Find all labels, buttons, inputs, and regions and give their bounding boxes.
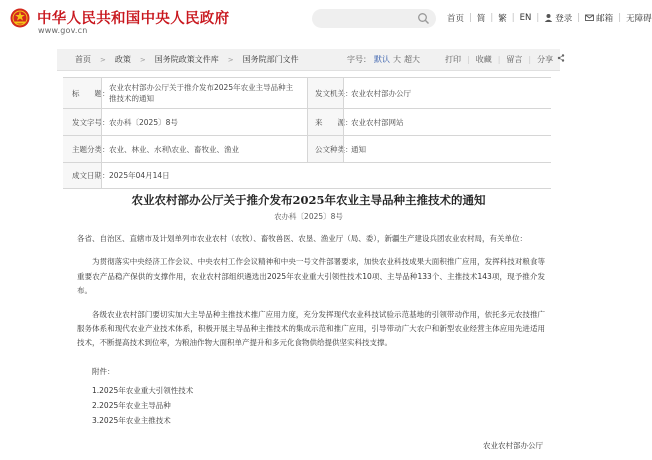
site-title[interactable]: 中华人民共和国中央人民政府 — [37, 10, 230, 27]
chevron-right-icon: > — [139, 55, 146, 64]
attachment-link[interactable]: 1.2025年农业重大引领性技术 — [92, 386, 194, 396]
font-size-control — [347, 54, 423, 65]
mail-icon — [585, 13, 594, 22]
source-label: 来 源： — [307, 109, 343, 135]
title-label: 标 题： — [63, 78, 101, 108]
print-button[interactable]: 打印 — [445, 55, 461, 64]
issuer-value: 农业农村部办公厅 — [343, 78, 551, 108]
link-traditional[interactable]: 繁 — [498, 14, 507, 24]
breadcrumb — [75, 54, 299, 65]
link-mail[interactable]: 邮箱 — [585, 12, 613, 24]
date-label: 成文日期： — [63, 163, 101, 188]
breadcrumb-home[interactable]: 首页 — [75, 55, 91, 64]
source-value: 农业农村部网站 — [343, 109, 551, 135]
attachment-link[interactable]: 3.2025年农业主推技术 — [92, 416, 171, 426]
share-button[interactable]: 分享 — [537, 54, 565, 65]
breadcrumb-policy-library[interactable]: 国务院政策文件库 — [154, 55, 219, 64]
share-icon — [557, 54, 565, 62]
link-home[interactable]: 首页 — [447, 14, 465, 24]
link-simplified[interactable]: 简 — [476, 14, 486, 24]
search-icon[interactable] — [417, 12, 430, 25]
info-row-date — [63, 163, 551, 189]
doc-no-label: 发文字号： — [63, 109, 101, 135]
breadcrumb-policy[interactable]: 政策 — [114, 55, 131, 64]
font-size-label: 字号： — [347, 55, 371, 64]
breadcrumb-department-docs[interactable]: 国务院部门文件 — [242, 55, 299, 64]
font-size-default[interactable]: 默认 — [374, 55, 390, 64]
font-size-xlarge[interactable]: 超大 — [404, 55, 420, 64]
chevron-right-icon: > — [100, 55, 106, 64]
paragraph: 为贯彻落实中央经济工作会议、中央农村工作会议精神和中央一号文件部署要求，加快农业科技成果大面积推广应用，发挥科技对粮食等重要农产品稳产保供的支撑作用，农业农村部组织遴选出2025年农业重大引领性技术10项、主导品种133个、主推技术143项，现予推介发布。 — [77, 257, 545, 296]
salutation: 各省、自治区、直辖市及计划单列市农业农村（农牧）、畜牧兽医、农垦、渔业厅（局、委），新疆生产建设兵团农业农村局，有关单位： — [77, 234, 527, 243]
chevron-right-icon: > — [227, 55, 234, 64]
date-value: 2025年04月14日 — [101, 163, 551, 188]
doc-type-label: 公文种类： — [307, 136, 343, 162]
issuer-label: 发文机关： — [307, 78, 343, 108]
info-row-doc-no — [63, 109, 551, 136]
attachments — [77, 365, 545, 428]
topic-value: 农业、林业、水利\农业、畜牧业、渔业 — [101, 136, 307, 162]
info-row-title — [63, 78, 551, 109]
article-tools: 打印 | 收藏 | 留言 | 分享 — [445, 54, 565, 65]
title-value: 农业农村部办公厅关于推介发布2025年农业主导品种主推技术的通知 — [101, 78, 307, 108]
info-row-topic — [63, 136, 551, 163]
link-login[interactable]: 登录 — [544, 12, 572, 24]
topic-label: 主题分类： — [63, 136, 101, 162]
link-accessibility[interactable]: 无障碍 — [626, 14, 652, 24]
link-english[interactable]: EN — [519, 13, 532, 23]
site-url: www.gov.cn — [38, 26, 88, 35]
doc-type-value: 通知 — [343, 136, 551, 162]
paragraph: 各级农业农村部门要切实加大主导品种主推技术推广应用力度，充分发挥现代农业科技试验示范基地的引领带动作用，依托多元农技推广服务体系和现代农业产业技术体系，积极开展主导品种主推技术的集成示范和推广应用，引导带动广大农户和新型农业经营主体应用先进适用技术，不断提高技术到位率，为粮油作物大面积单产提升和多元化食物供给提供坚实科技支撑。 — [77, 309, 545, 348]
site-header — [0, 0, 652, 44]
favorite-button[interactable]: 收藏 — [475, 55, 492, 64]
signature: 农业农村部办公厅 — [483, 441, 543, 450]
attachments-title: 附件： — [92, 366, 115, 376]
article-body — [77, 232, 545, 428]
search-input[interactable] — [312, 9, 436, 28]
article-title: 农业农村部办公厅关于推介发布2025年农业主导品种主推技术的通知 — [131, 193, 486, 207]
nav-bar — [57, 49, 560, 71]
national-emblem-icon — [10, 8, 30, 28]
font-size-large[interactable]: 大 — [393, 55, 401, 64]
article-doc-number: 农办科〔2025〕8号 — [274, 212, 343, 221]
doc-no-value: 农办科〔2025〕8号 — [101, 109, 307, 135]
leave-message-button[interactable]: 留言 — [506, 55, 523, 64]
top-links: 首页 | 简 | 繁 | EN | 登录 | 邮箱 | 无障碍 — [447, 13, 652, 24]
document-info-table — [63, 77, 551, 189]
user-icon — [544, 13, 553, 22]
attachment-link[interactable]: 2.2025年农业主导品种 — [92, 401, 171, 411]
